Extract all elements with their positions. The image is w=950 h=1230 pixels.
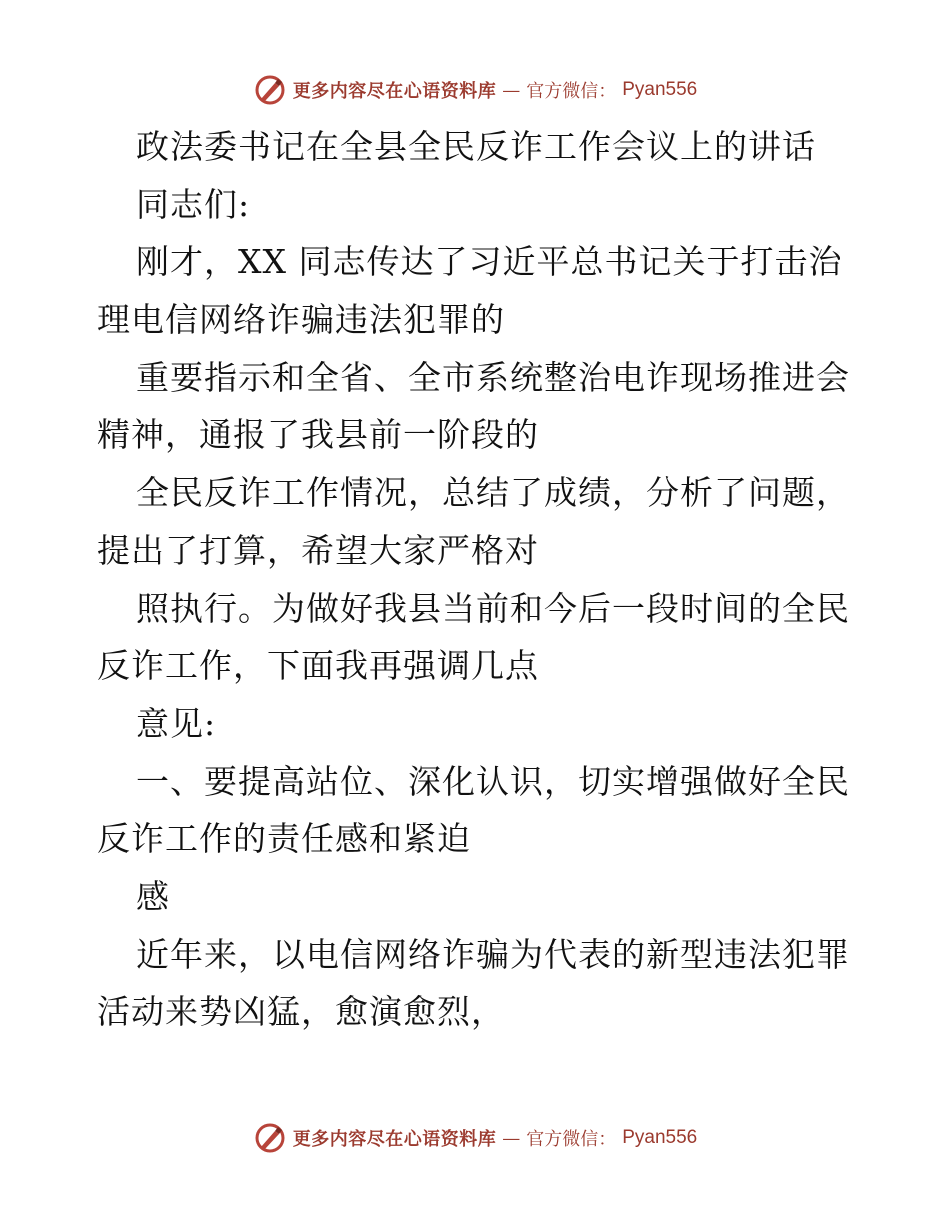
text-line: 活动来势凶猛，愈演愈烈， [97, 992, 505, 1032]
text-line: 精神，通报了我县前一阶段的 [97, 415, 539, 455]
text-line: 刚才，XX 同志传达了习近平总书记关于打击治 [136, 242, 843, 282]
section-heading-cont: 感 [136, 876, 170, 916]
document-title: 政法委书记在全县全民反诈工作会议上的讲话 [136, 127, 816, 166]
text-line: 重要指示和全省、全市系统整治电诈现场推进会 [136, 357, 850, 397]
footer-banner [0, 1118, 950, 1158]
header-wechat-label: 官方微信： [526, 81, 617, 102]
header-banner [0, 70, 950, 110]
footer-separator: — [502, 1127, 521, 1149]
footer-wechat-id: Pyan556 [622, 1127, 698, 1148]
section-heading: 一、要提高站位、深化认识，切实增强做好全民 [136, 761, 850, 801]
section-heading-cont: 反诈工作的责任感和紧迫 [97, 819, 471, 859]
header-wechat-id: Pyan556 [622, 79, 698, 100]
text-line: 提出了打算，希望大家严格对 [97, 530, 539, 570]
text-line: 近年来，以电信网络诈骗为代表的新型违法犯罪 [136, 934, 850, 974]
document-body [97, 118, 857, 1041]
salutation: 同志们: [136, 184, 251, 224]
footer-wechat-label: 官方微信： [526, 1129, 617, 1150]
pen-logo-icon [253, 73, 287, 107]
footer-site-name: 更多内容尽在心语资料库 [292, 1129, 497, 1150]
text-line: 意见: [136, 703, 217, 743]
header-separator: — [502, 79, 521, 101]
pen-logo-icon [253, 1121, 287, 1155]
header-site-name: 更多内容尽在心语资料库 [292, 81, 497, 102]
text-line: 理电信网络诈骗违法犯罪的 [97, 300, 505, 340]
text-line: 照执行。为做好我县当前和今后一段时间的全民 [136, 588, 850, 628]
text-line: 全民反诈工作情况，总结了成绩，分析了问题， [136, 473, 850, 513]
text-line: 反诈工作，下面我再强调几点 [97, 646, 539, 686]
